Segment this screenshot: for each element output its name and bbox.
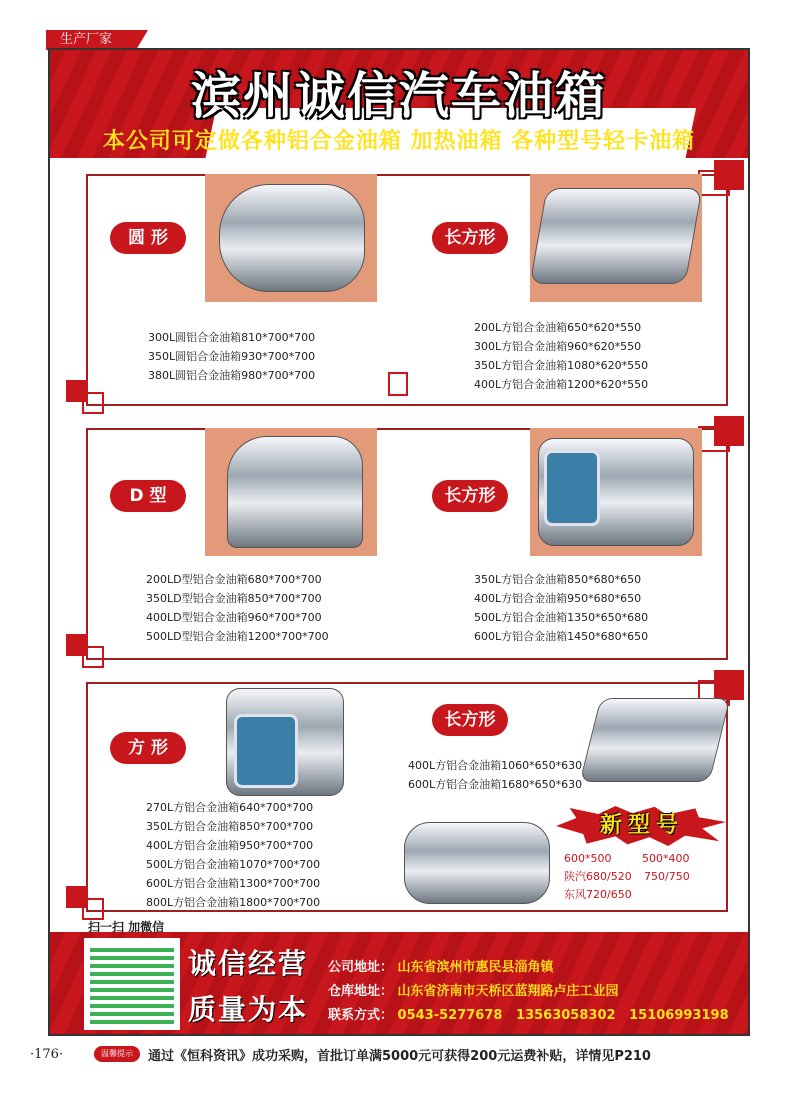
specs-square xyxy=(146,798,320,912)
new-model-label: 新型号 xyxy=(600,813,685,838)
product-photo-rect1 xyxy=(530,174,702,302)
company-address xyxy=(328,956,554,975)
qr-pattern xyxy=(90,944,174,1024)
product-photo-rect2 xyxy=(530,428,702,556)
dtype-tank-image xyxy=(227,436,363,548)
spec-item: 600L方铝合金油箱1300*700*700 xyxy=(146,877,321,890)
spec-item: 270L方铝合金油箱640*700*700 xyxy=(146,801,314,814)
warehouse-address xyxy=(328,980,619,999)
decor-square xyxy=(388,372,408,396)
spec-item: 350L圆铝合金油箱930*700*700 xyxy=(148,350,316,363)
header-banner xyxy=(50,50,748,158)
spec-item: 400L方铝合金油箱950*680*650 xyxy=(474,592,642,605)
spec-item: 500L方铝合金油箱1070*700*700 xyxy=(146,858,321,871)
new-model-spec: 东风720/650 xyxy=(564,888,632,901)
spec-item: 600L方铝合金油箱1680*650*630 xyxy=(408,778,583,791)
scan-label: 扫一扫 加微信 xyxy=(88,920,165,934)
phone-number[interactable]: 15106993198 xyxy=(629,1008,729,1023)
spec-item: 350L方铝合金油箱850*680*650 xyxy=(474,573,642,586)
decor-square xyxy=(698,170,730,196)
label-square: 方 形 xyxy=(110,732,186,764)
page-title: 滨州诚信汽车油箱 xyxy=(191,67,607,125)
contact-key: 联系方式： xyxy=(328,1008,394,1023)
new-model-spec: 陕汽680/520 xyxy=(564,870,632,883)
rect3-tank-image xyxy=(580,698,731,782)
spec-item: 300L圆铝合金油箱810*700*700 xyxy=(148,331,316,344)
tank-face xyxy=(544,450,600,526)
rect-tank-image xyxy=(530,188,702,284)
label-dtype: D 型 xyxy=(110,480,186,512)
cylinder-tank-image xyxy=(404,822,550,904)
product-photo-round xyxy=(205,174,377,302)
warehouse-value: 山东省济南市天桥区蓝翔路卢庄工业园 xyxy=(397,984,619,999)
spec-item: 200L方铝合金油箱650*620*550 xyxy=(474,321,642,334)
round-tank-image xyxy=(219,184,365,292)
new-model-spec: 500*400 xyxy=(642,852,690,865)
specs-rect1 xyxy=(474,318,648,394)
spec-item: 500L方铝合金油箱1350*650*680 xyxy=(474,611,649,624)
specs-rect3 xyxy=(408,756,582,794)
address-key: 公司地址： xyxy=(328,960,394,975)
new-model-spec: 600*500 xyxy=(564,852,612,865)
decor-square xyxy=(82,646,104,668)
spec-item: 380L圆铝合金油箱980*700*700 xyxy=(148,369,316,382)
spec-item: 400L方铝合金油箱950*700*700 xyxy=(146,839,314,852)
label-round: 圆 形 xyxy=(110,222,186,254)
spec-item: 300L方铝合金油箱960*620*550 xyxy=(474,340,642,353)
warehouse-key: 仓库地址： xyxy=(328,984,394,999)
specs-round xyxy=(148,328,315,385)
spec-item: 350L方铝合金油箱850*700*700 xyxy=(146,820,314,833)
category-tag: 生产厂家 xyxy=(46,30,136,50)
spec-item: 800L方铝合金油箱1800*700*700 xyxy=(146,896,321,909)
contact-info xyxy=(328,1004,729,1023)
label-rect1: 长方形 xyxy=(432,222,508,254)
tank-face xyxy=(234,714,298,788)
spec-item: 350L方铝合金油箱1080*620*550 xyxy=(474,359,649,372)
wechat-qr-code[interactable] xyxy=(84,938,180,1030)
purchase-notice: 通过《恒科资讯》成功采购，首批订单满5000元可获得200元运费补贴，详情见P210 xyxy=(148,1049,651,1064)
new-model-spec: 750/750 xyxy=(644,870,690,883)
page-number: ·176· xyxy=(30,1047,64,1062)
label-rect2: 长方形 xyxy=(432,480,508,512)
specs-rect2 xyxy=(474,570,648,646)
phone-number[interactable]: 0543-5277678 xyxy=(397,1008,503,1023)
phone-number[interactable]: 13563058302 xyxy=(516,1008,616,1023)
spec-item: 400L方铝合金油箱1060*650*630 xyxy=(408,759,583,772)
address-value: 山东省滨州市惠民县淄角镇 xyxy=(397,960,554,975)
page-subtitle: 本公司可定做各种铝合金油箱 加热油箱 各种型号轻卡油箱 xyxy=(102,129,696,154)
spec-item: 400LD型铝合金油箱960*700*700 xyxy=(146,611,322,624)
decor-square xyxy=(82,898,104,920)
product-photo-dtype xyxy=(205,428,377,556)
spec-item: 200LD型铝合金油箱680*700*700 xyxy=(146,573,322,586)
decor-square xyxy=(82,392,104,414)
label-rect3: 长方形 xyxy=(432,704,508,736)
spec-item: 600L方铝合金油箱1450*680*650 xyxy=(474,630,649,643)
tip-badge: 温馨提示 xyxy=(94,1046,140,1062)
slogan-2: 质量为本 xyxy=(188,993,309,1026)
decor-square xyxy=(698,426,730,452)
spec-item: 500LD型铝合金油箱1200*700*700 xyxy=(146,630,329,643)
spec-item: 350LD型铝合金油箱850*700*700 xyxy=(146,592,322,605)
slogan-1: 诚信经营 xyxy=(188,947,309,980)
specs-dtype xyxy=(146,570,329,646)
spec-item: 400L方铝合金油箱1200*620*550 xyxy=(474,378,649,391)
